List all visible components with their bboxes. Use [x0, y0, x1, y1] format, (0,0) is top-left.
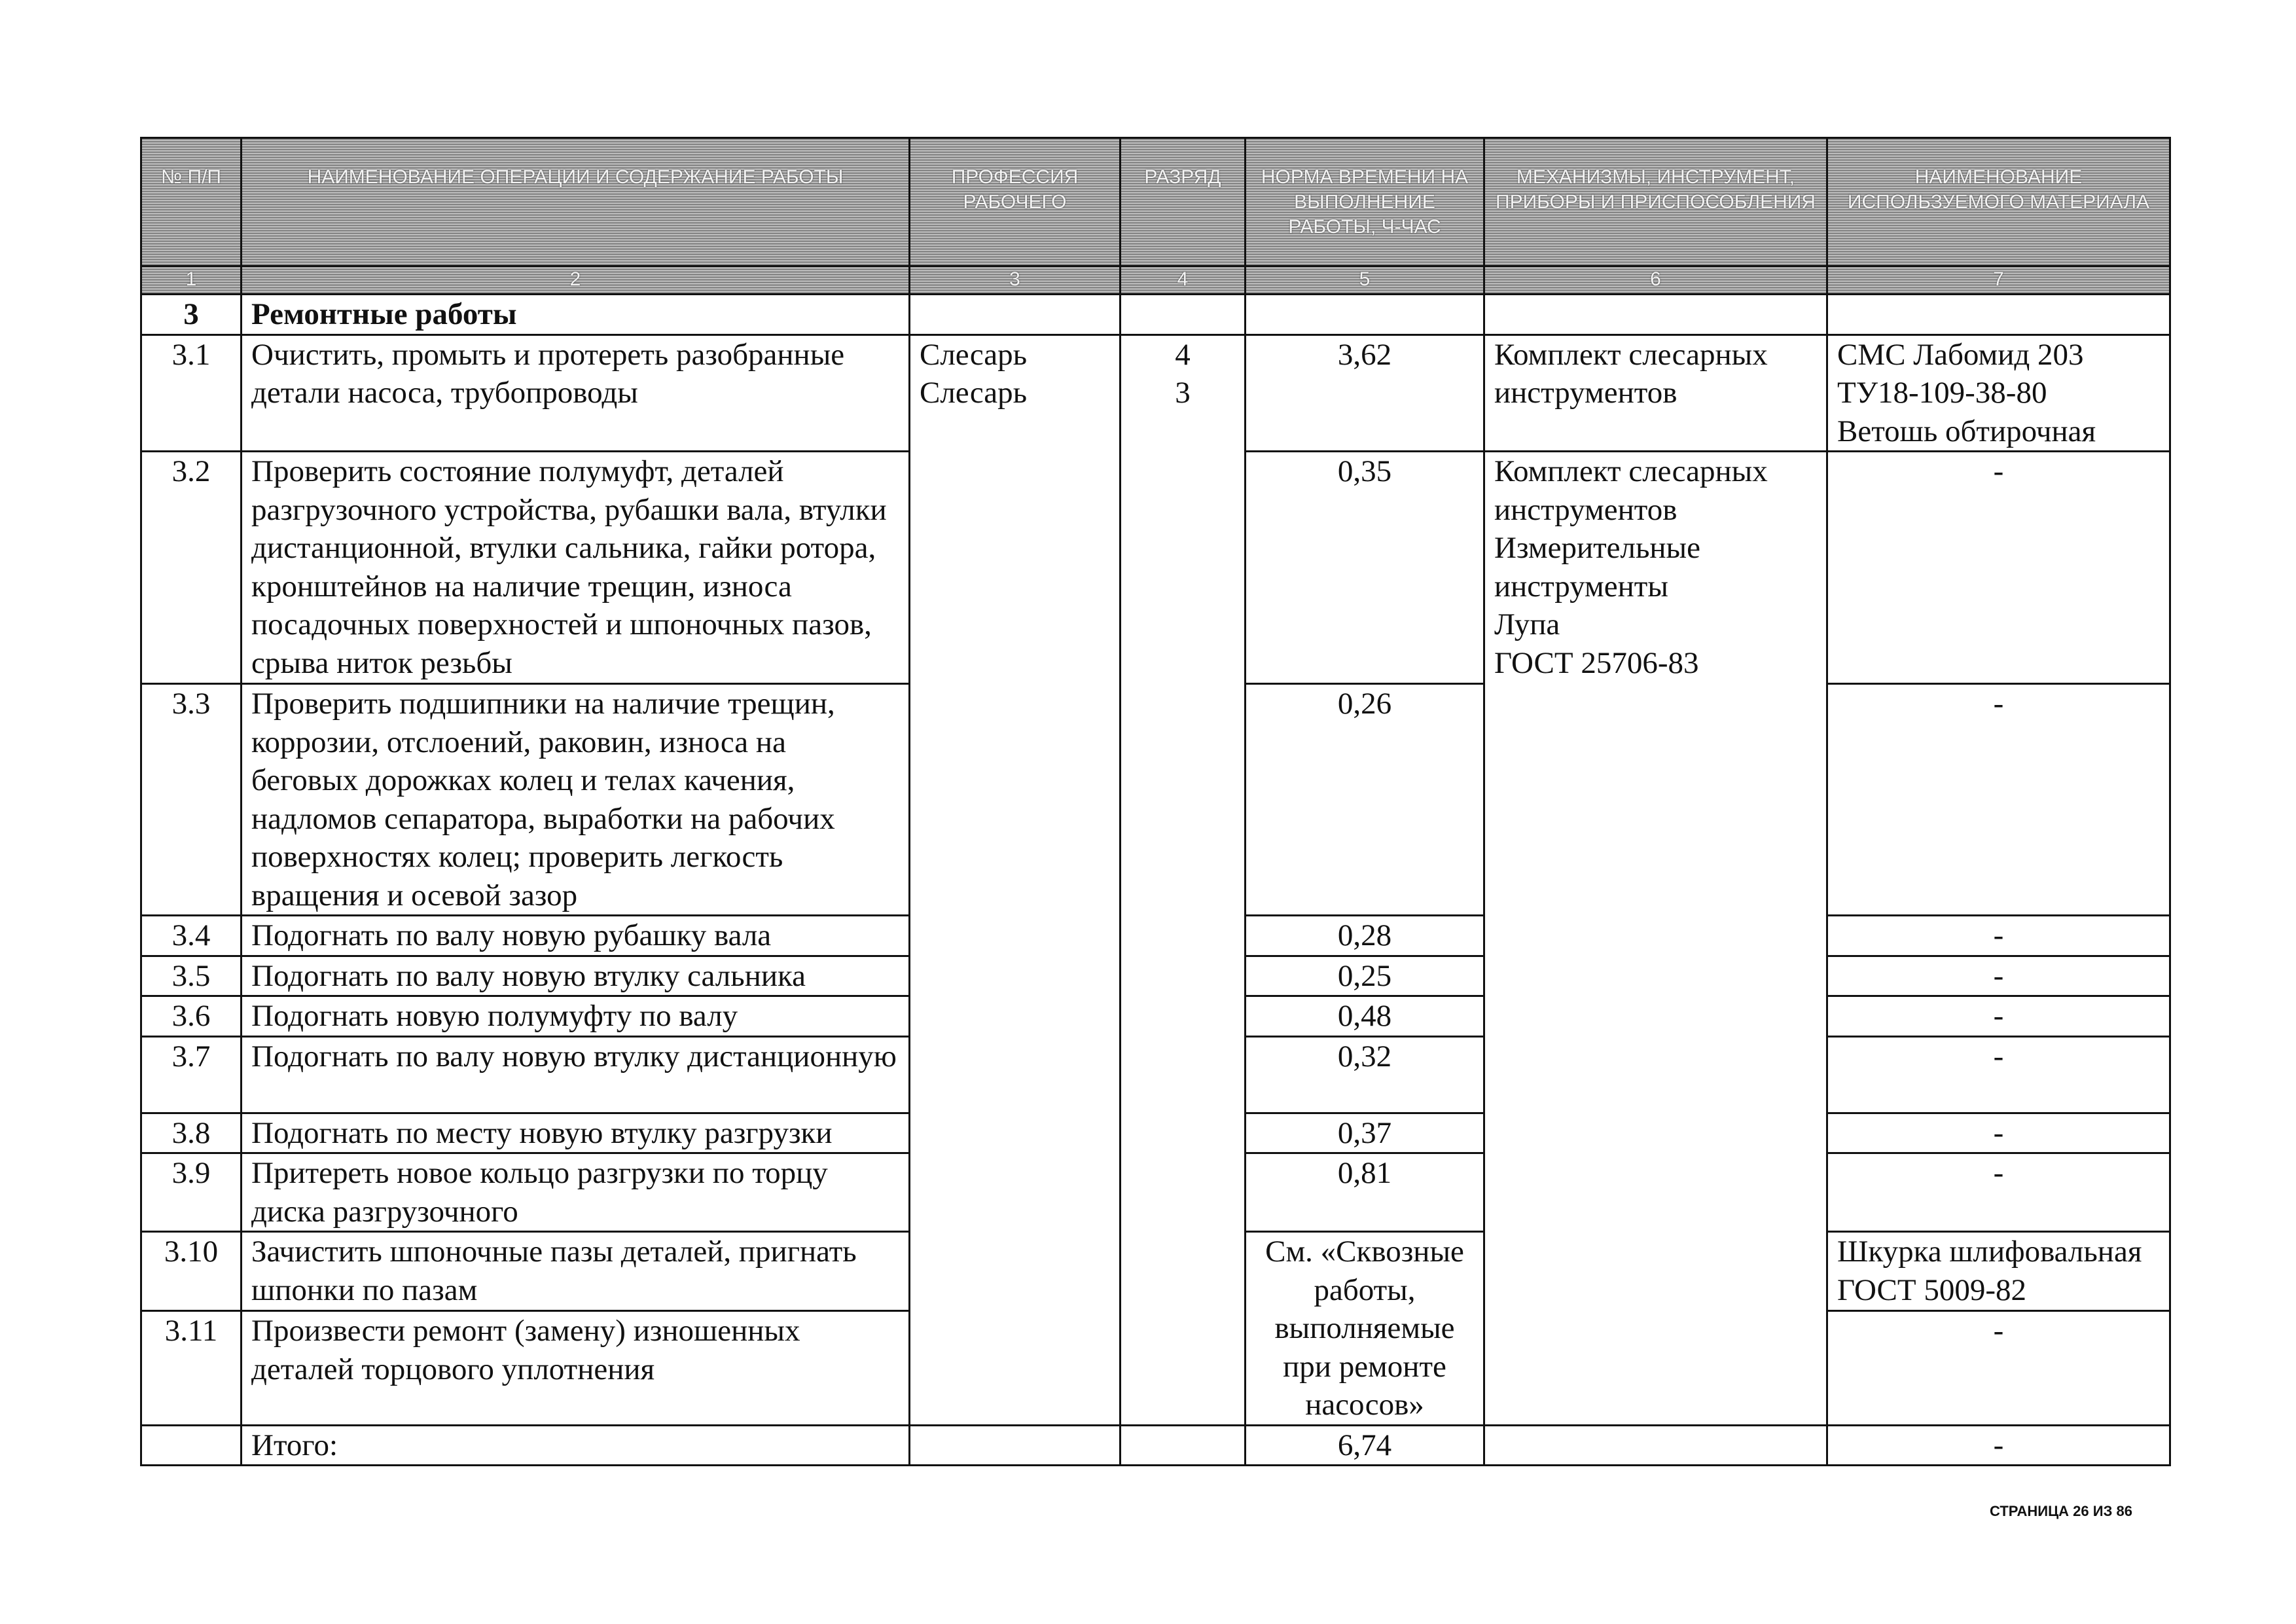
repair-operations-table [140, 137, 2171, 1466]
header-cell: РАЗРЯД [1121, 138, 1246, 266]
material-cell: СМС Лабомид 203 ТУ18-109-38-80 Ветошь обтирочная [1827, 334, 2170, 452]
operation-text: Притереть новое кольцо разгрузки по торцу диска разгрузочного [242, 1153, 910, 1232]
section-number: 3 [141, 295, 242, 335]
operation-text: Зачистить шпоночные пазы деталей, пригнать шпонки по пазам [242, 1232, 910, 1311]
material-cell: - [1827, 684, 2170, 916]
operation-text: Произвести ремонт (замену) изношенных деталей торцового уплотнения [242, 1311, 910, 1425]
col-number: 1 [141, 266, 242, 295]
row-number: 3.3 [141, 684, 242, 916]
section-row [141, 295, 2170, 335]
material-cell: - [1827, 956, 2170, 996]
total-row [141, 1425, 2170, 1466]
material-cell: - [1827, 1113, 2170, 1153]
page-number: СТРАНИЦА 26 ИЗ 86 [1990, 1503, 2132, 1519]
grade-cell: 4 3 [1121, 334, 1246, 1425]
norm-cell: 0,28 [1246, 916, 1484, 956]
material-cell: - [1827, 1311, 2170, 1425]
header-cell: НАИМЕНОВАНИЕ ОПЕРАЦИИ И СОДЕРЖАНИЕ РАБОТЫ [242, 138, 910, 266]
material-cell: Шкурка шлифовальная ГОСТ 5009-82 [1827, 1232, 2170, 1311]
operation-text: Подогнать по месту новую втулку разгрузки [242, 1113, 910, 1153]
operation-text: Проверить состояние полумуфт, деталей разгрузочного устройства, рубашки вала, втулки дистанционной, втулки сальника, гайки ротора, кронштейнов на наличие трещин, износа посадочных поверхностей и шпоночных пазов, срыва ниток резьбы [242, 452, 910, 684]
row-number: 3.2 [141, 452, 242, 684]
total-material: - [1827, 1425, 2170, 1466]
col-number: 5 [1246, 266, 1484, 295]
row-number: 3.11 [141, 1311, 242, 1425]
material-cell: - [1827, 996, 2170, 1037]
header-row [141, 138, 2170, 266]
col-number: 6 [1484, 266, 1827, 295]
column-number-row [141, 266, 2170, 295]
norm-cell: 0,35 [1246, 452, 1484, 684]
header-cell: № П/П [141, 138, 242, 266]
header-cell: НОРМА ВРЕМЕНИ НА ВЫПОЛНЕНИЕ РАБОТЫ, Ч-ЧАС [1246, 138, 1484, 266]
norm-cell: 0,32 [1246, 1036, 1484, 1113]
norm-cell: 0,37 [1246, 1113, 1484, 1153]
material-cell: - [1827, 452, 2170, 684]
operation-text: Подогнать по валу новую рубашку вала [242, 916, 910, 956]
row-number: 3.9 [141, 1153, 242, 1232]
operation-text: Проверить подшипники на наличие трещин, коррозии, отслоений, раковин, износа на беговых дорожках колец и телах качения, надломов сепаратора, выработки на рабочих поверхностях колец; проверить легкость вращения и осевой зазор [242, 684, 910, 916]
material-cell: - [1827, 1153, 2170, 1232]
row-number: 3.1 [141, 334, 242, 452]
col-number: 4 [1121, 266, 1246, 295]
col-number: 3 [910, 266, 1121, 295]
col-number: 2 [242, 266, 910, 295]
table-row [141, 334, 2170, 452]
header-cell: ПРОФЕССИЯ РАБОЧЕГО [910, 138, 1121, 266]
norm-cell: 3,62 [1246, 334, 1484, 452]
norm-cell: См. «Сквозные работы, выполняемые при ремонте насосов» [1246, 1232, 1484, 1426]
operation-text: Очистить, промыть и протереть разобранные детали насоса, трубопроводы [242, 334, 910, 452]
row-number: 3.5 [141, 956, 242, 996]
total-norm: 6,74 [1246, 1425, 1484, 1466]
material-cell: - [1827, 916, 2170, 956]
profession-cell: Слесарь Слесарь [910, 334, 1121, 1425]
row-number: 3.8 [141, 1113, 242, 1153]
material-cell: - [1827, 1036, 2170, 1113]
section-title: Ремонтные работы [242, 295, 910, 335]
norm-cell: 0,48 [1246, 996, 1484, 1037]
row-number: 3.7 [141, 1036, 242, 1113]
row-number: 3.6 [141, 996, 242, 1037]
col-number: 7 [1827, 266, 2170, 295]
norm-cell: 0,25 [1246, 956, 1484, 996]
norm-cell: 0,26 [1246, 684, 1484, 916]
operation-text: Подогнать по валу новую втулку сальника [242, 956, 910, 996]
total-label: Итого: [242, 1425, 910, 1466]
row-number: 3.10 [141, 1232, 242, 1311]
norm-cell: 0,81 [1246, 1153, 1484, 1232]
header-cell: НАИМЕНОВАНИЕ ИСПОЛЬЗУЕМОГО МАТЕРИАЛА [1827, 138, 2170, 266]
header-cell: МЕХАНИЗМЫ, ИНСТРУМЕНТ, ПРИБОРЫ И ПРИСПОСОБЛЕНИЯ [1484, 138, 1827, 266]
row-number: 3.4 [141, 916, 242, 956]
mechanisms-cell: Комплект слесарных инструментов [1484, 334, 1827, 452]
mechanisms-cell: Комплект слесарных инструментов Измерительные инструменты Лупа ГОСТ 25706-83 [1484, 452, 1827, 1426]
operation-text: Подогнать по валу новую втулку дистанционную [242, 1036, 910, 1113]
operation-text: Подогнать новую полумуфту по валу [242, 996, 910, 1037]
